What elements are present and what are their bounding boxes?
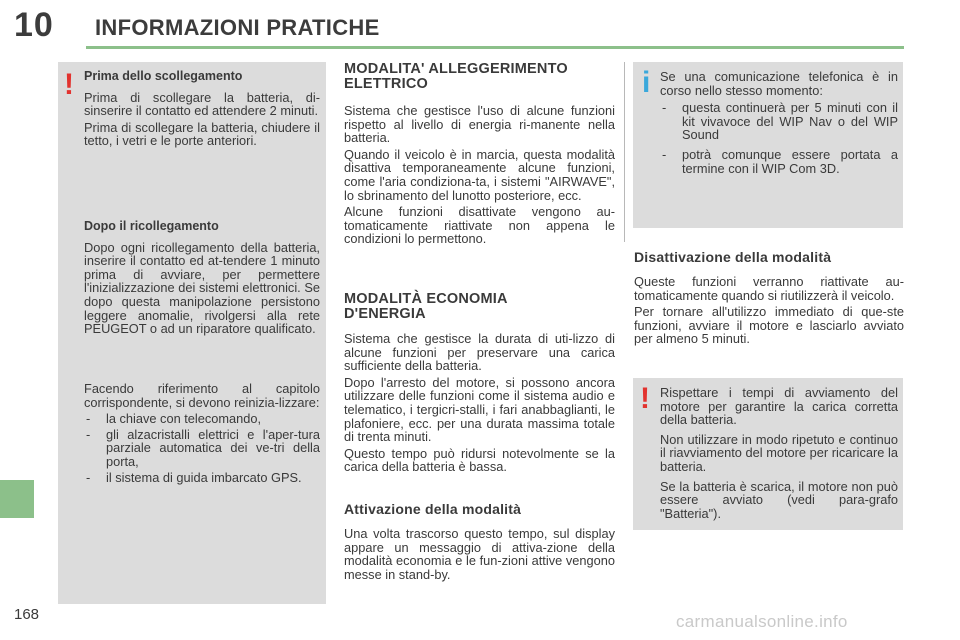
lightening-text-3: Alcune funzioni disattivate vengono au-tomaticamente riattivate non appena le condizioni lo permettono. [344, 204, 615, 247]
info-intro: Se una comunicazione telefonica è in corso nello stesso momento: [660, 69, 898, 98]
reinit-list [84, 412, 320, 484]
watermark: carmanualsonline.info [676, 612, 848, 631]
header-rule [86, 46, 904, 49]
info-box-content [660, 70, 898, 177]
before-disconnect-text-1: Prima di scollegare la batteria, di-sinserire il contatto ed attendere 2 minuti. [84, 89, 320, 119]
deactivation-heading: Disattivazione della modalità [634, 249, 832, 265]
column-divider [624, 62, 625, 242]
warning-text-1: Rispettare i tempi di avviamento del motore per garantire la carica corretta della batteria. [660, 385, 898, 428]
lightening-section [344, 62, 615, 249]
after-reconnect-heading: Dopo il ricollegamento [84, 219, 219, 233]
chapter-number: 10 [14, 6, 54, 44]
chapter-title: INFORMAZIONI PRATICHE [95, 15, 380, 40]
warning-text-2: Non utilizzare in modo ripetuto e continuo il riavviamento del motore per ricaricare la batteria. [660, 431, 898, 474]
list-item: - la chiave con telecomando, [84, 412, 320, 426]
economy-text-1: Sistema che gestisce la durata di uti-lizzo di alcune funzioni per preservare una carica sufficiente della batteria. [344, 331, 615, 374]
list-item: - il sistema di guida imbarcato GPS. [84, 471, 320, 485]
activation-section [344, 502, 615, 584]
economy-title: MODALITÀ ECONOMIA D'ENERGIA [344, 291, 508, 322]
lightening-text-1: Sistema che gestisce l'uso di alcune funzioni rispetto al livello di energia ri-manente nella batteria. [344, 103, 615, 146]
activation-heading: Attivazione della modalità [344, 501, 522, 517]
lightening-title: MODALITA' ALLEGGERIMENTO ELETTRICO [344, 61, 568, 92]
before-disconnect-text-2: Prima di scollegare la batteria, chiudere il tetto, i vetri e le porte anteriori. [84, 119, 320, 149]
deactivation-section [634, 250, 904, 349]
chapter-side-tab [0, 480, 34, 518]
page-number: 168 [14, 606, 40, 623]
info-icon: i [642, 66, 651, 99]
before-disconnect-heading: Prima dello scollegamento [84, 69, 243, 83]
right-warning-content [660, 386, 898, 523]
after-reconnect-content [84, 220, 320, 339]
list-item: - gli alzacristalli elettrici e l'aper-tura parziale automatica dei ve-tri della porta, [84, 428, 320, 469]
deactivation-text-2: Per tornare all'utilizzo immediato di que-ste funzioni, avviare il motore e lasciarlo avviato per almeno 5 minuti. [634, 304, 904, 347]
reinit-intro: Facendo riferimento al capitolo corrispondente, si devono reinizia-lizzare: [84, 381, 320, 410]
after-reconnect-text: Dopo ogni ricollegamento della batteria, inserire il contatto ed at-tendere 1 minuto prima di avviare, per permettere l'inizializzazione dei sistemi elettronici. Se dopo questa manipolazione persistono leggere anomalie, rivolgersi alla rete PEUGEOT o ad un riparatore qualificato. [84, 239, 320, 337]
list-item: - questa continuerà per 5 minuti con il kit vivavoce del WIP Nav o del WIP Sound [660, 101, 898, 142]
economy-text-2: Dopo l'arresto del motore, si possono ancora utilizzare delle funzioni come il sistema audio e telematico, i tergicri-stalli, i fari anabbaglianti, le plafoniere, ecc. per una durata massima totale di trenta minuti. [344, 374, 615, 445]
warning-text-3: Se la batteria è scarica, il motore non può essere avviato (vedi para-grafo "Batteria"). [660, 478, 898, 521]
lightening-text-2: Quando il veicolo è in marcia, questa modalità disattiva temporaneamente alcune funzioni, come l'aria condiziona-ta, i sistemi "AIRWAVE", lo sbrinamento del lunotto posteriore, ecc. [344, 146, 615, 203]
activation-text: Una volta trascorso questo tempo, sul display appare un messaggio di attiva-zione della modalità economia e le fun-zioni attive vengono messe in stand-by. [344, 526, 615, 582]
warning-icon: ! [64, 68, 74, 101]
list-item: - potrà comunque essere portata a termine con il WIP Com 3D. [660, 148, 898, 175]
economy-section [344, 292, 615, 477]
economy-text-3: Questo tempo può ridursi notevolmente se la carica della batteria è bassa. [344, 445, 615, 475]
deactivation-text-1: Queste funzioni verranno riattivate au-tomaticamente quando si riutilizzerà il veicolo. [634, 274, 904, 303]
left-warning-content [84, 70, 320, 151]
info-list [660, 101, 898, 175]
warning-icon: ! [640, 382, 650, 415]
reinit-content [84, 382, 320, 486]
